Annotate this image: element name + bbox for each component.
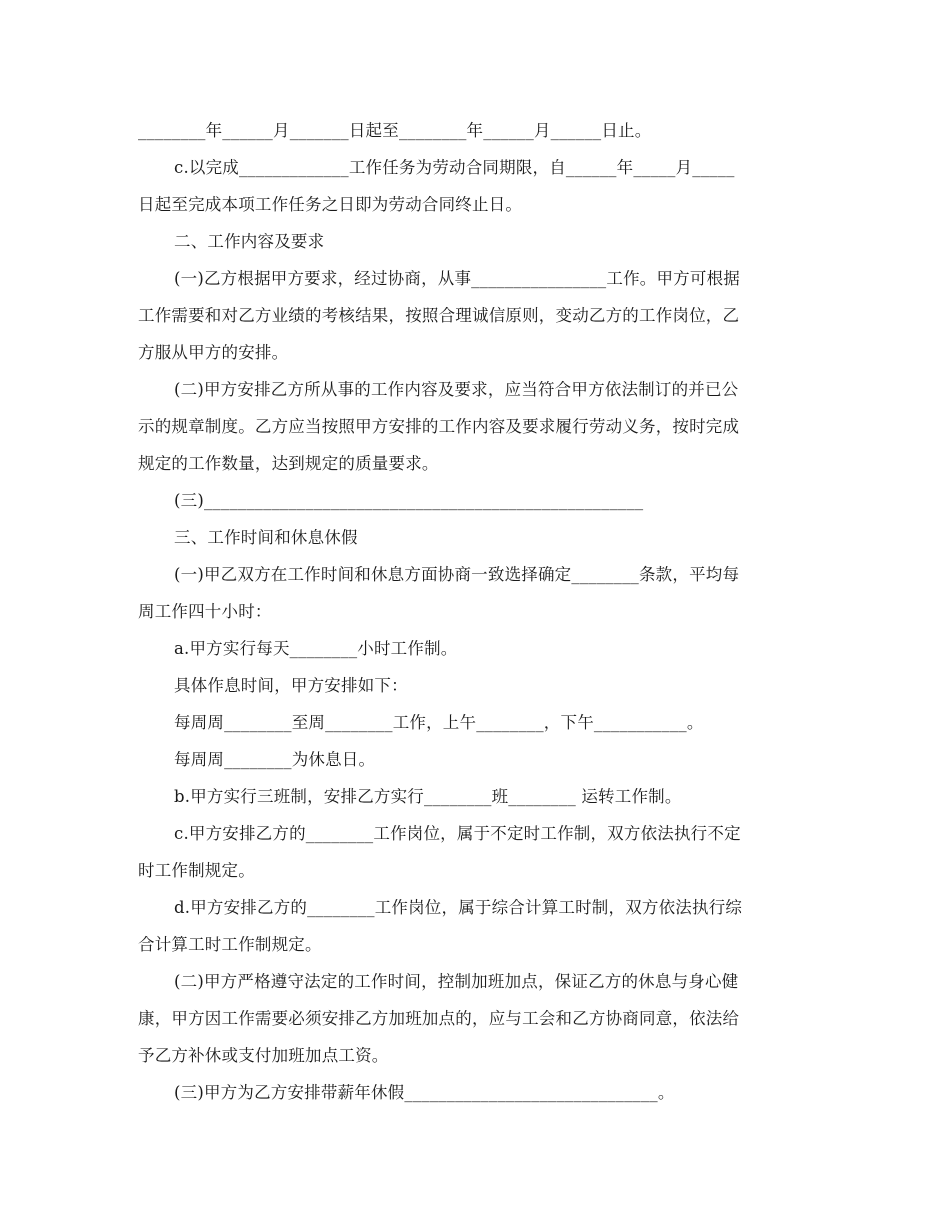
text-line: 工作需要和对乙方业绩的考核结果，按照合理诚信原则，变动乙方的工作岗位，乙 xyxy=(138,306,740,325)
text-line: a.甲方实行每天________小时工作制。 xyxy=(174,639,458,658)
document-page xyxy=(138,112,810,1111)
text-line: (一)乙方根据甲方要求，经过协商，从事________________工作。甲方可根据 xyxy=(174,269,740,288)
text-line: (二)甲方严格遵守法定的工作时间，控制加班加点，保证乙方的休息与身心健 xyxy=(174,972,739,991)
text-line: 予乙方补休或支付加班加点工资。 xyxy=(138,1046,389,1065)
text-line: b.甲方实行三班制，安排乙方实行________班________ 运转工作制。 xyxy=(174,787,682,806)
text-line: 方服从甲方的安排。 xyxy=(138,343,289,362)
text-line: 每周周________至周________工作，上午________，下午___________。 xyxy=(174,713,704,732)
text-line: 示的规章制度。乙方应当按照甲方安排的工作内容及要求履行劳动义务，按时完成 xyxy=(138,417,740,436)
text-line: 具体作息时间，甲方安排如下： xyxy=(174,676,408,695)
text-line: 日起至完成本项工作任务之日即为劳动合同终止日。 xyxy=(138,195,523,214)
text-line: (二)甲方安排乙方所从事的工作内容及要求，应当符合甲方依法制订的并已公 xyxy=(174,380,739,399)
text-line: ________年______月_______日起至________年______月______日止。 xyxy=(138,121,652,140)
text-line: 康，甲方因工作需要必须安排乙方加班加点的，应与工会和乙方协商同意，依法给 xyxy=(138,1009,740,1028)
text-line: d.甲方安排乙方的________工作岗位，属于综合计算工时制，双方依法执行综 xyxy=(174,898,743,917)
section-heading: 二、工作内容及要求 xyxy=(174,232,325,251)
text-line: (一)甲乙双方在工作时间和休息方面协商一致选择确定________条款，平均每 xyxy=(174,565,740,584)
text-line: 时工作制规定。 xyxy=(138,861,255,880)
text-line: 周工作四十小时： xyxy=(138,602,272,621)
section-heading: 三、工作时间和休息休假 xyxy=(174,528,358,547)
text-line: 合计算工时工作制规定。 xyxy=(138,935,322,954)
text-line: 规定的工作数量，达到规定的质量要求。 xyxy=(138,454,439,473)
text-line: c.甲方安排乙方的________工作岗位，属于不定时工作制，双方依法执行不定 xyxy=(174,824,741,843)
text-line: 每周周________为休息日。 xyxy=(174,750,376,769)
text-line: (三)____________________________________________________ xyxy=(174,491,644,510)
text-line: (三)甲方为乙方安排带薪年休假______________________________。 xyxy=(174,1083,675,1102)
text-line: c.以完成_____________工作任务为劳动合同期限，自______年_____月_____ xyxy=(174,158,735,177)
